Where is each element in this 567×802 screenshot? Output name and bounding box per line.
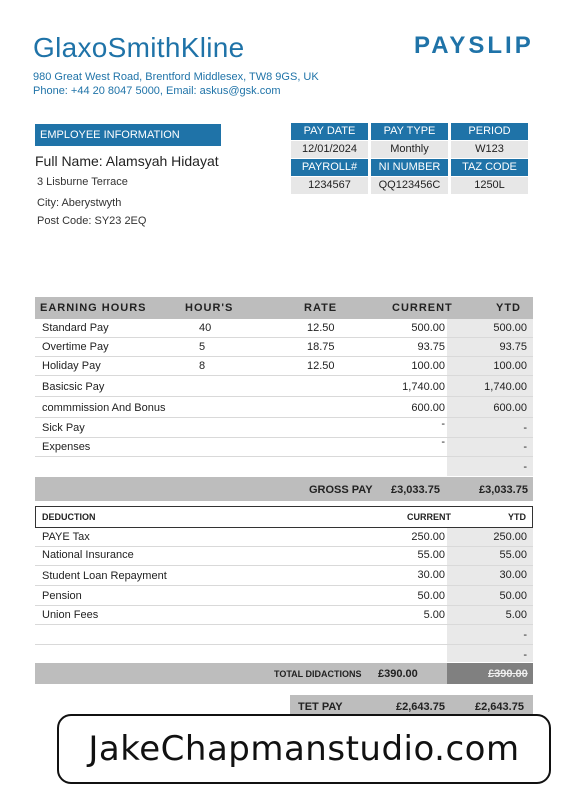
earning-ytd: 100.00 (493, 360, 527, 372)
employee-street: 3 Lisburne Terrace (37, 176, 128, 188)
gross-pay-bar (35, 477, 533, 501)
payroll-value-row (291, 177, 528, 194)
pay-type-header: PAY TYPE (371, 123, 448, 140)
earning-name: Sick Pay (42, 422, 85, 434)
pay-info-value-row (291, 141, 528, 158)
period-header: PERIOD (451, 123, 528, 140)
gross-pay-current: £3,033.75 (391, 484, 440, 496)
document-title: PAYSLIP (414, 32, 534, 59)
deduction-ytd: 30.00 (499, 569, 527, 581)
deduction-ytd: 55.00 (499, 549, 527, 561)
earning-current: 600.00 (411, 402, 445, 414)
tax-code-value: 1250L (451, 177, 528, 194)
earning-current: 1,740.00 (402, 381, 445, 393)
net-pay-current: £2,643.75 (396, 701, 445, 713)
earning-ytd: 500.00 (493, 322, 527, 334)
employee-info-header: EMPLOYEE INFORMATION (35, 124, 221, 146)
row-divider (35, 375, 533, 376)
company-contact: Phone: +44 20 8047 5000, Email: askus@gsk.com (33, 85, 281, 97)
watermark-banner (57, 714, 551, 784)
rate-header: RATE (304, 302, 338, 314)
deduction-name: PAYE Tax (42, 531, 90, 543)
deduction-name: Pension (42, 590, 82, 602)
earning-ytd: - (523, 441, 527, 453)
earning-name: Basicsic Pay (42, 381, 105, 393)
earning-rate: 12.50 (307, 360, 335, 372)
earning-current: 100.00 (411, 360, 445, 372)
deduction-current: 50.00 (417, 590, 445, 602)
company-address-block (33, 70, 319, 98)
tax-code-header: TAZ CODE (451, 159, 528, 176)
earning-name: commmission And Bonus (42, 402, 166, 414)
gross-pay-label: GROSS PAY (309, 484, 373, 496)
ni-number-value: QQ123456C (371, 177, 448, 194)
pay-date-value: 12/01/2024 (291, 141, 368, 158)
earning-ytd: 93.75 (499, 341, 527, 353)
deduction-current: 250.00 (411, 531, 445, 543)
earning-name: Expenses (42, 441, 91, 453)
hours-header: HOUR'S (185, 302, 234, 314)
earning-hours: 40 (199, 322, 212, 334)
total-deductions-bar (35, 663, 447, 684)
ni-number-header: NI NUMBER (371, 159, 448, 176)
deduction-name: Union Fees (42, 609, 99, 621)
pay-info-header-row (291, 123, 528, 140)
deduction-header: DEDUCTION (42, 512, 96, 522)
total-deductions-ytd: £390.00 (488, 668, 528, 680)
deduction-current-header: CURRENT (407, 512, 451, 522)
pay-date-header: PAY DATE (291, 123, 368, 140)
earning-name: Standard Pay (42, 322, 109, 334)
payroll-value: 1234567 (291, 177, 368, 194)
earning-ytd: - (523, 422, 527, 434)
deductions-header (35, 506, 533, 528)
pay-type-value: Monthly (371, 141, 448, 158)
deduction-current: 30.00 (417, 569, 445, 581)
ytd-header: YTD (496, 302, 521, 314)
deduction-ytd: 250.00 (493, 531, 527, 543)
employee-full-name: Full Name: Alamsyah Hidayat (35, 153, 219, 169)
deduction-current: 5.00 (423, 609, 445, 621)
deduction-name: National Insurance (42, 549, 134, 561)
earning-current: 93.75 (417, 341, 445, 353)
watermark-text: JakeChapmanstudio.com (88, 729, 520, 769)
earning-rate: 12.50 (307, 322, 335, 334)
earning-current: - (441, 418, 445, 430)
row-divider (35, 396, 533, 397)
deduction-ytd: - (523, 649, 527, 661)
total-deductions-current: £390.00 (378, 668, 418, 680)
pay-info-table (291, 123, 528, 195)
earning-rate: 18.75 (307, 341, 335, 353)
earning-current: 500.00 (411, 322, 445, 334)
deduction-ytd: 5.00 (505, 609, 527, 621)
gross-pay-ytd: £3,033.75 (479, 484, 528, 496)
earning-current: - (441, 436, 445, 448)
earning-ytd: 600.00 (493, 402, 527, 414)
payroll-header: PAYROLL# (291, 159, 368, 176)
earning-hours-header: EARNING HOURS (40, 302, 147, 314)
earning-hours: 5 (199, 341, 206, 353)
company-address: 980 Great West Road, Brentford Middlesex, TW8 9GS, UK (33, 71, 319, 83)
current-header: CURRENT (392, 302, 453, 314)
earning-name: Holiday Pay (42, 360, 101, 372)
deduction-name: Student Loan Repayment (42, 570, 167, 582)
earning-ytd: 1,740.00 (484, 381, 527, 393)
employee-post-code: Post Code: SY23 2EQ (37, 215, 147, 227)
earning-name: Overtime Pay (42, 341, 109, 353)
employee-city: City: Aberystwyth (37, 197, 122, 209)
deduction-current: 55.00 (417, 549, 445, 561)
net-pay-ytd: £2,643.75 (475, 701, 524, 713)
earnings-header (35, 297, 533, 319)
earning-ytd: - (523, 461, 527, 473)
net-pay-label: TET PAY (298, 701, 343, 713)
deduction-ytd: 50.00 (499, 590, 527, 602)
total-deductions-ytd-box (447, 663, 533, 684)
period-value: W123 (451, 141, 528, 158)
total-deductions-label: TOTAL DIDACTIONS (274, 669, 362, 679)
deduction-ytd-header: YTD (508, 512, 526, 522)
earning-hours: 8 (199, 360, 206, 372)
company-name: GlaxoSmithKline (33, 32, 245, 63)
deduction-ytd: - (523, 629, 527, 641)
payroll-header-row (291, 159, 528, 176)
